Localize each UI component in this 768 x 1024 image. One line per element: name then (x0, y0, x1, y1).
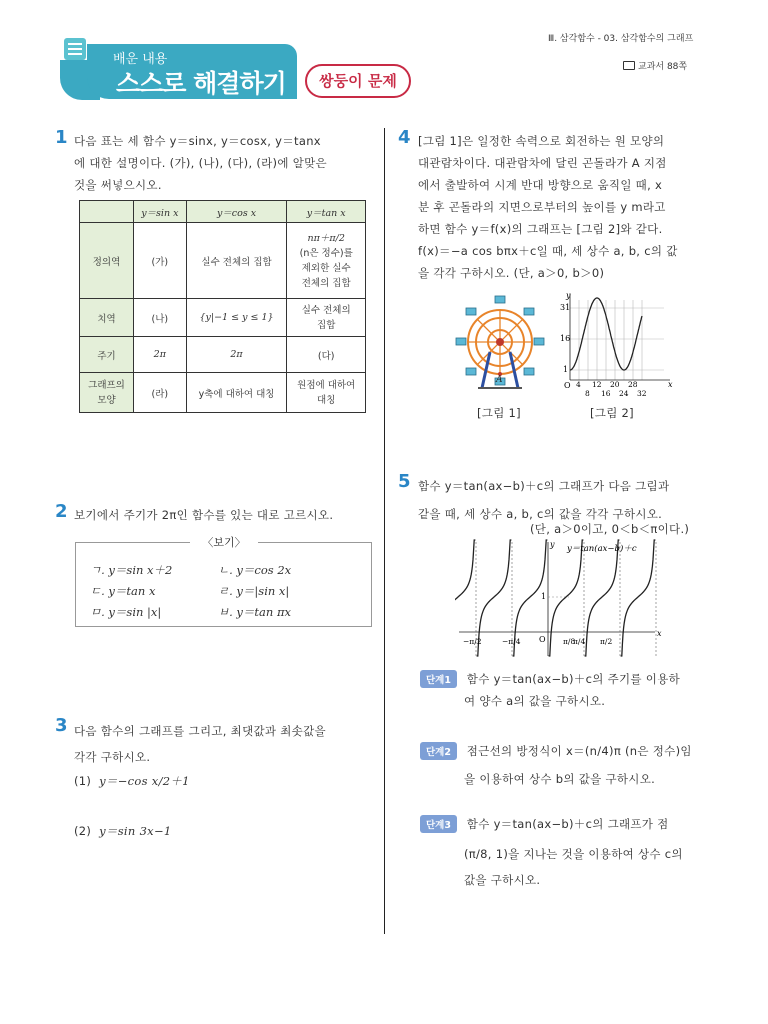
height-graph (552, 290, 677, 402)
row-header: 정의역 (80, 223, 134, 299)
table-header: y＝tan x (287, 201, 366, 223)
step-tag: 단계1 (420, 670, 457, 688)
fig1-caption: [그림 1] (477, 406, 521, 420)
table-cell: (다) (287, 337, 366, 373)
row-header: 주기 (80, 337, 134, 373)
q5-condition: (단, a＞0이고, 0＜b＜π이다.) (530, 522, 690, 536)
table-cell: (라) (134, 373, 187, 413)
table-corner (80, 201, 134, 223)
row-header: 치역 (80, 299, 134, 337)
x-tick-label: 8 (585, 389, 590, 398)
step-text: 여 양수 a의 값을 구하시오. (464, 694, 606, 708)
q1-number: 1 (55, 127, 68, 148)
example-item: ㅂ. y＝tan πx (218, 605, 291, 619)
x-tick-label: 12 (592, 380, 602, 389)
page-breadcrumb: Ⅲ. 삼각함수 - 03. 삼각함수의 그래프 (548, 34, 694, 44)
table-cell: y축에 대하여 대칭 (186, 373, 287, 413)
origin-label: O (564, 381, 571, 390)
q5-number: 5 (398, 471, 411, 492)
tan-graph (455, 538, 667, 658)
table-cell: 2π (134, 337, 187, 373)
step1 (420, 668, 720, 712)
step-text: 값을 구하시오. (464, 873, 541, 887)
row-header: 그래프의 모양 (80, 373, 134, 413)
column-divider (384, 128, 385, 934)
q2-number: 2 (55, 501, 68, 522)
y-axis-label: y (550, 540, 555, 549)
step2 (420, 740, 720, 790)
x-tick-label: −π/2 (463, 637, 482, 646)
example-item: ㄹ. y＝|sin x| (218, 584, 290, 598)
example-item: ㄴ. y＝cos 2x (218, 563, 292, 577)
table-cell: (나) (134, 299, 187, 337)
table-cell: (가) (134, 223, 187, 299)
step-tag: 단계3 (420, 815, 457, 833)
q5-text: 함수 y＝tan(ax−b)＋c의 그래프가 다음 그림과 같을 때, 세 상수 a, b, c의 값을 각각 구하시오. (418, 479, 670, 521)
x-tick-label: π/4 (573, 637, 586, 646)
table-header: y＝sin x (134, 201, 187, 223)
function-table (79, 200, 366, 413)
point-a-label: A (496, 375, 503, 385)
x-tick-label: 16 (601, 389, 611, 398)
step-text: 을 이용하여 상수 b의 값을 구하시오. (464, 772, 656, 786)
twin-problem-badge: 쌍둥이 문제 (305, 64, 411, 98)
tan-branch (621, 540, 656, 656)
origin-label: O (539, 635, 546, 644)
step-tag: 단계2 (420, 742, 457, 760)
x-tick-label: π/8 (563, 637, 576, 646)
table-cell: 실수 전체의 집합 (287, 299, 366, 337)
q3-text: 다음 함수의 그래프를 그리고, 최댓값과 최솟값을 각각 구하시오. (74, 724, 326, 764)
q1-text: 다음 표는 세 함수 y＝sinx, y＝cosx, y＝tanx 에 대한 설명이다. (가), (나), (다), (라)에 알맞은 것을 써넣으시오. (74, 134, 327, 192)
x-axis-label: x (668, 380, 673, 389)
q2-text: 보기에서 주기가 2π인 함수를 있는 대로 고르시오. (74, 508, 334, 522)
table-cell: 2π (186, 337, 287, 373)
step-text: 함수 y＝tan(ax−b)＋c의 그래프가 점 (466, 817, 669, 831)
y-one-label: 1 (541, 592, 547, 601)
table-cell: 실수 전체의 집합 (186, 223, 287, 299)
example-item: ㅁ. y＝sin |x| (90, 605, 162, 619)
q3-part2: (2) y＝sin 3x−1 (74, 824, 172, 838)
table-cell: 원점에 대하여 대칭 (287, 373, 366, 413)
x-tick-label: 32 (637, 389, 647, 398)
x-tick-label: 24 (619, 389, 629, 398)
x-tick-label: −π/4 (502, 637, 521, 646)
learned-label: 배운 내용 (113, 52, 168, 67)
q3-part1: (1) y＝−cos x/2＋1 (74, 774, 190, 788)
q3-number: 3 (55, 715, 68, 736)
x-tick-label: π/2 (600, 637, 613, 646)
y-axis-label: y (566, 291, 571, 300)
x-tick-label: 28 (628, 380, 638, 389)
example-item: ㄱ. y＝sin x＋2 (90, 563, 173, 577)
table-header: y＝cos x (186, 201, 287, 223)
step-text: 함수 y＝tan(ax−b)＋c의 주기를 이용하 (466, 672, 680, 686)
notebook-icon (64, 38, 86, 60)
textbook-ref: 교과서 88쪽 (623, 59, 687, 72)
page-title: 스스로 해결하기 (116, 69, 286, 98)
example-item: ㄷ. y＝tan x (90, 584, 156, 598)
step-text: (π/8, 1)을 지나는 것을 이용하여 상수 c의 (464, 847, 683, 861)
graph-function-label: y＝tan(ax−b)＋c (567, 544, 637, 554)
book-icon (623, 61, 635, 70)
y-tick-label: 1 (563, 365, 569, 374)
step3 (420, 813, 720, 891)
y-tick-label: 16 (560, 334, 571, 343)
x-tick-label: 20 (610, 380, 620, 389)
step-text: 점근선의 방정식이 x＝(n/4)π (n은 정수)임 (466, 744, 692, 758)
fig2-caption: [그림 2] (590, 406, 634, 420)
q4-text: [그림 1]은 일정한 속력으로 회전하는 원 모양의 대관람차이다. 대관람차에 달린 곤돌라가 A 지점 에서 출발하여 시계 반대 방향으로 움직일 때, x 분 후 곤돌라의 지면으로부터의 높이를 y m라고 하면 함수 y＝f(x)의 그래프는 [그림 2]와 같다. f(x)＝−a cos bπx＋c일 때, 세 상수 a, b, c의 값 을 각각 구하시오. (단, a＞0, b＞0) (418, 134, 678, 280)
table-cell: nπ＋π/2 (n은 정수)를 제외한 실수 전체의 집합 (287, 223, 366, 299)
table-cell: {y|−1 ≤ y ≤ 1} (186, 299, 287, 337)
y-tick-label: 31 (560, 303, 571, 312)
q4-number: 4 (398, 127, 411, 148)
example-box-title: 〈보기〉 (190, 534, 258, 550)
x-tick-label: 4 (576, 380, 581, 389)
x-axis-label: x (657, 629, 662, 638)
